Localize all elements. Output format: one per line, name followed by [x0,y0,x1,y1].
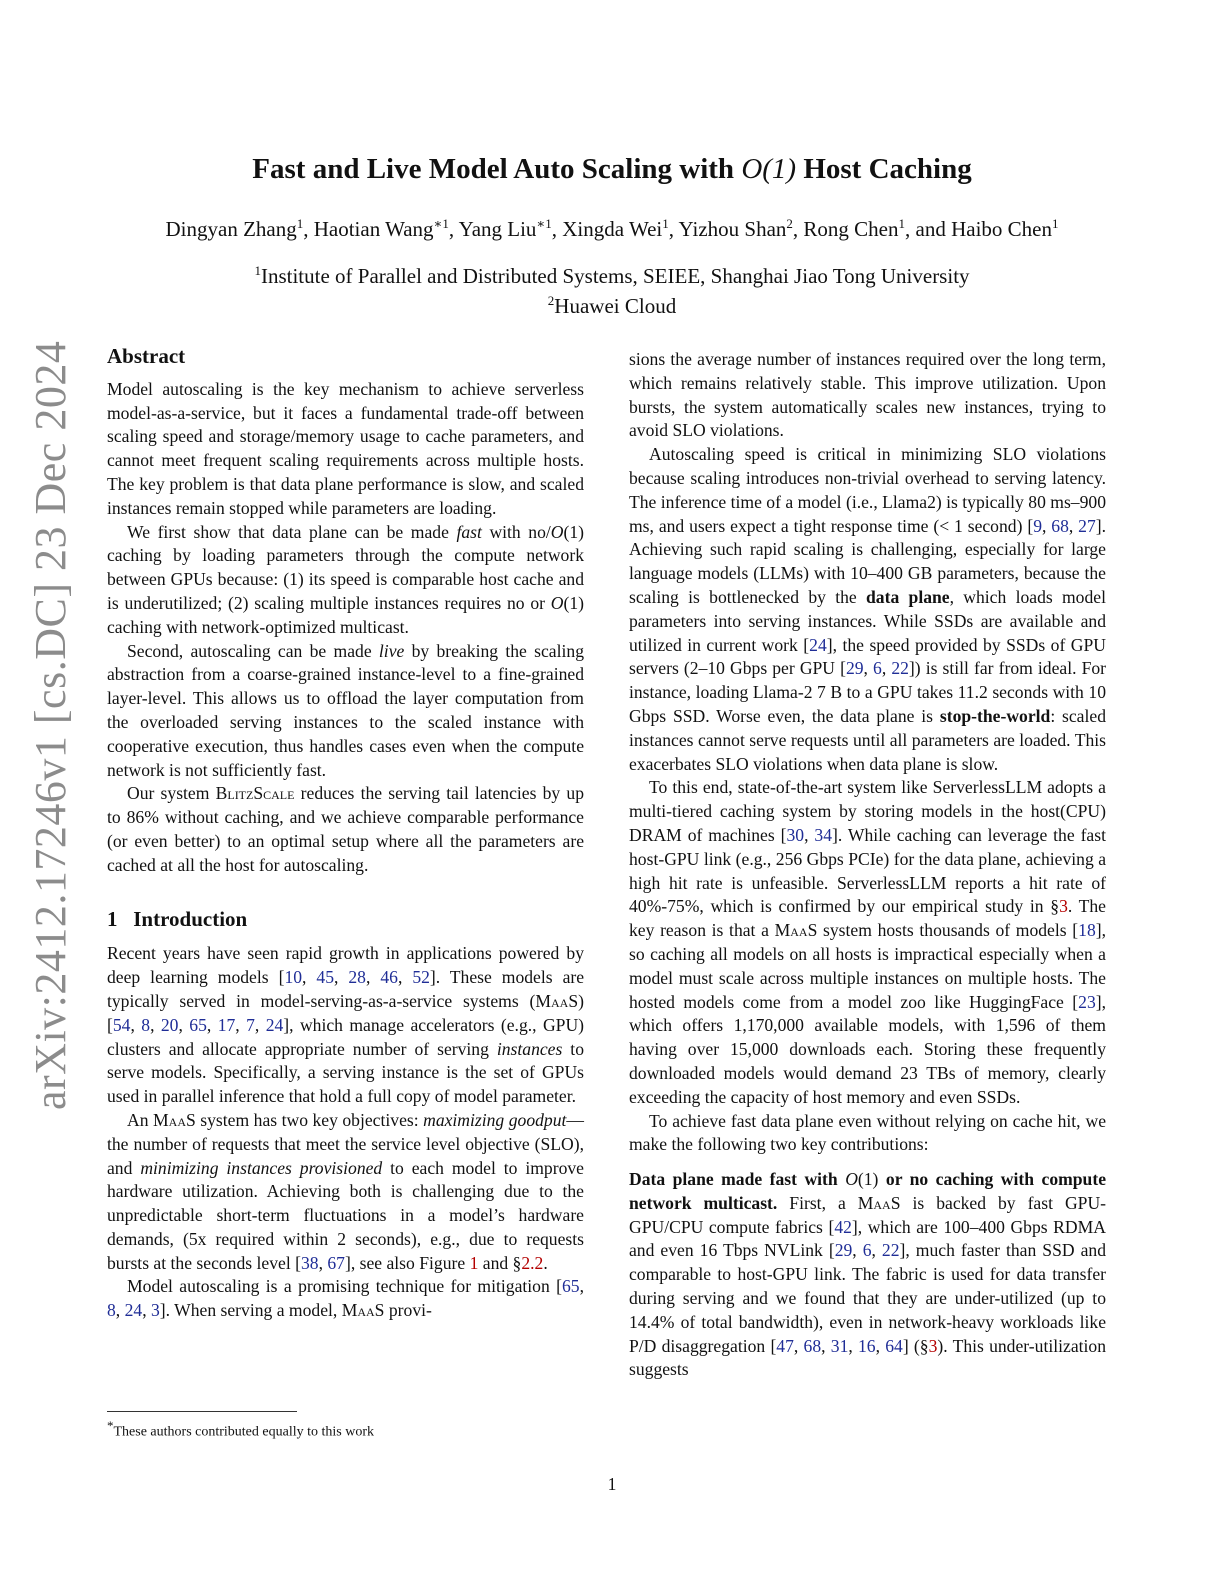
title-text-pre: Fast and Live Model Auto Scaling with [252,153,742,185]
author-affil-mark: ∗1 [433,216,449,231]
arxiv-identifier-stamp: arXiv:2412.17246v1 [cs.DC] 23 Dec 2024 [26,340,75,1110]
footnote [107,1418,374,1441]
section-title: Introduction [133,906,248,931]
affiliation-1 [0,263,1224,289]
footnote-text: These authors contributed equally to this work [113,1424,374,1440]
introduction-heading [107,908,584,932]
affiliation-2 [0,293,1224,319]
contribution-paragraph: Data plane made fast with O(1) or no caching with compute network multicast. First, a MaaS is backed by fast GPU-GPU/CPU compute fabrics [42], which are 100–400 Gbps RDMA and even 16 Tbps NVLink [29, 6, 22], much faster than SSD and comparable to host-GPU link. The fabric is used for data transfer during serving and we found that they are under-utilized (up to 14.4% of total bandwidth), even in network-heavy workloads like P/D disaggregation [47, 68, 31, 16, 64] (§3). This under-utilization suggests [629,1169,1107,1380]
body-paragraph: Model autoscaling is a promising technique for mitigation [65, 8, 24, 3]. When serving a model, MaaS provi- [107,1276,584,1321]
author-name: Rong Chen [803,217,899,241]
author-affil-mark: 2 [786,216,793,231]
abstract-heading: Abstract [107,344,186,368]
author-affil-mark: 1 [296,216,304,231]
paper-title [0,153,1224,186]
section-number: 1 [107,906,118,931]
body-paragraph: To this end, state-of-the-art system like ServerlessLLM adopts a multi-tiered caching system by storing models in the host(CPU) DRAM of machines [30, 34]. While caching can leverage the fast host-GPU link (e.g., 256 Gbps PCIe) for the data plane, achieving a high hit rate is unfeasible. ServerlessLLM reports a hit rate of 40%-75%, which is confirmed by our empirical study in §3. The key reason is that a MaaS system hosts thousands of models [18], so caching all models on all hosts is impractical especially when a model must scale across multiple instances on multiple hosts. The hosted models come from a model zoo like HuggingFace [23], which offers 1,170,000 available models, with 1,596 of them having over 15,000 downloads each. Storing these frequently downloaded models would demand 23 TBs of memory, clearly exceeding the capacity of host memory and even SSDs. [629,777,1106,1107]
footnote-divider [107,1411,297,1412]
left-column [107,345,584,1323]
body-paragraph: An MaaS system has two key objectives: maximizing goodput—the number of requests that meet the service level objective (SLO), and minimizing instances provisioned to each model to improve hardware utilization. Achieving both is challenging due to the unpredictable short-term fluctuations in a model’s hardware demands, (5x required within 2 seconds), e.g., due to requests bursts at the seconds level [38, 67], see also Figure 1 and §2.2. [107,1109,584,1273]
page-number: 1 [607,1474,617,1494]
author-affil-mark: 1 [898,216,906,231]
affiliation-mark: 1 [254,263,261,278]
author-name: Haibo Chen [951,217,1052,241]
body-paragraph: sions the average number of instances required over the long term, which remains relatively stable. This improve utilization. Upon bursts, the system automatically scales new instances, trying to avoid SLO violations. [629,349,1106,441]
body-paragraph: Recent years have seen rapid growth in applications powered by deep learning models [10, 45, 28, 46, 52]. These models are typically served in model-serving-as-a-service systems (MaaS) [54, 8, 20, 65, 17, 7, 24], which manage accelerators (e.g., GPU) clusters and allocate appropriate number of serving instances to serve models. Specifically, a serving instance is the set of GPUs used in parallel inference that hold a full copy of model parameter. [107,943,585,1107]
abstract-paragraph: Second, autoscaling can be made live by breaking the scaling abstraction from a coarse-grained instance-level to a fine-grained layer-level. This allows us to offload the layer computation from the overloaded serving instances to the scaled instance with cooperative execution, thus handles cases even when the compute network is not sufficiently fast. [107,640,584,780]
author-name: Xingda Wei [562,217,663,241]
body-paragraph: To achieve fast data plane even without relying on cache hit, we make the following two key contributions: [629,1110,1106,1155]
title-math: O(1) [741,153,797,185]
author-name: Haotian Wang [313,217,434,241]
author-name: Dingyan Zhang [165,217,297,241]
author-affil-mark: 1 [1052,216,1059,231]
title-text-post: Host Caching [796,153,972,185]
abstract-paragraph: Our system BlitzScale reduces the serving tail latencies by up to 86% without caching, and we achieve comparable performance (or even better) to an optimal setup where all the parameters are cached at all the host for autoscaling. [107,783,585,875]
affiliation-text: Institute of Parallel and Distributed Systems, SEIEE, Shanghai Jiao Tong University [260,264,970,288]
author-name: Yizhou Shan [678,217,787,241]
body-paragraph: Autoscaling speed is critical in minimizing SLO violations because scaling introduces non-trivial overhead to serving latency. The inference time of a model (i.e., Llama2) is typically 80 ms–900 ms, and users expect a tight response time (< 1 second) [9, 68, 27]. Achieving such rapid scaling is challenging, especially for large language models (LLMs) with 10–400 GB parameters, because the scaling is bottlenecked by the data plane, which loads model parameters into serving instances. While SSDs are available and utilized in current work [24], the speed provided by SSDs of GPU servers (2–10 Gbps per GPU [29, 6, 22]) is still far from ideal. For instance, loading Llama-2 7 B to a GPU takes 11.2 seconds with 10 Gbps SSD. Worse even, the data plane is stop-the-world: scaled instances cannot serve requests until all parameters are loaded. This exacerbates SLO violations when data plane is slow. [629,444,1107,774]
author-affil-mark: ∗1 [536,216,552,231]
affiliation-mark: 2 [547,293,555,308]
abstract-paragraph: Model autoscaling is the key mechanism to achieve serverless model-as-a-service, but it faces a fundamental trade-off between scaling speed and storage/memory usage to cache parameters, and cannot meet frequent scaling requirements across multiple hosts. The key problem is that data plane performance is slow, and scaled instances remain stopped while parameters are loading. [107,378,584,518]
right-column [629,348,1106,1382]
abstract-paragraph: We first show that data plane can be made fast with no/O(1) caching by loading parameters through the compute network between GPUs because: (1) its speed is comparable host cache and is underutilized; (2) scaling multiple instances requires no or O(1) caching with network-optimized multicast. [107,521,585,637]
footnote-mark: * [107,1418,114,1433]
affiliation-text: Huawei Cloud [554,294,677,318]
author-affil-mark: 1 [662,216,669,231]
author-name: Yang Liu [458,217,537,241]
author-list: Dingyan Zhang$^1$, Haotian Wang$^{∗1}$, Yang Liu$^{∗1}$, Xingda Wei$^1$, Yizhou Shan$^2$, Rong Chen$^1$, and Haibo Chen$^1$ [165,216,1059,241]
